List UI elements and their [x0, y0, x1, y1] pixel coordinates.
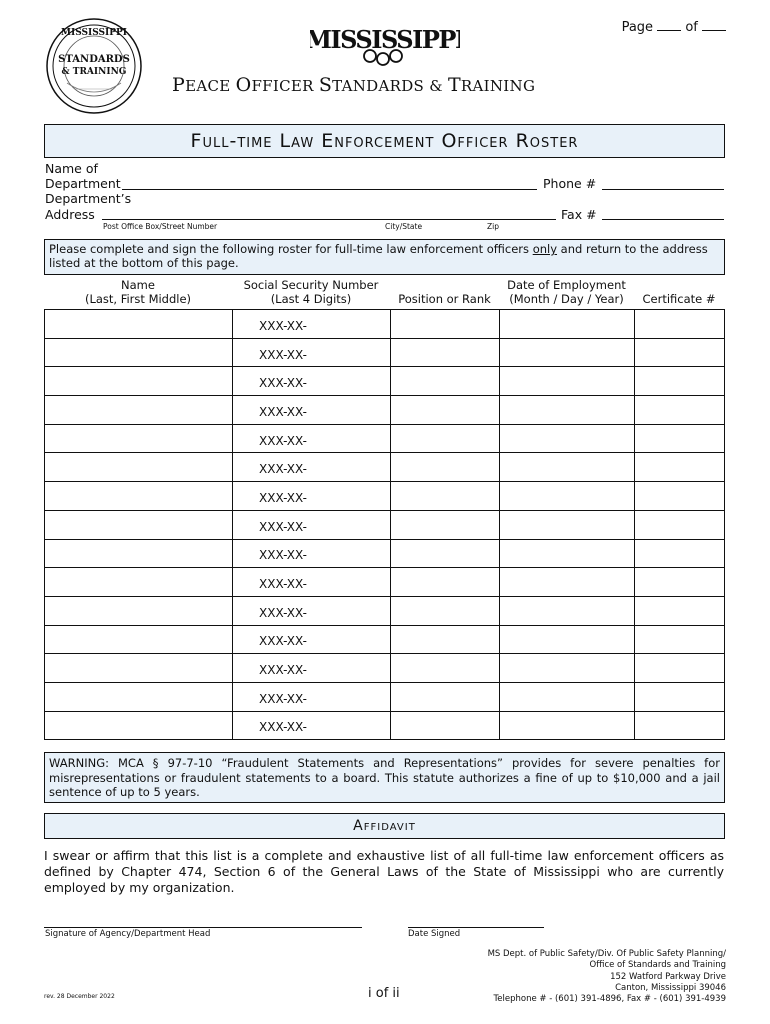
affidavit-text: I swear or affirm that this list is a complete and exhaustive list of all full-time law enforcement officers as defined by Chapter 474, Section 6 of the General Laws of the State of Mississippi who are currently employed by my organization. — [44, 848, 724, 895]
address-line: MS Dept. of Public Safety/Div. Of Public Safety Planning/ — [487, 949, 726, 959]
position-cell[interactable] — [391, 568, 500, 597]
date-employed-cell[interactable] — [500, 568, 635, 597]
instructions-emphasis: only — [532, 242, 558, 256]
name-cell[interactable] — [45, 568, 233, 597]
name-cell[interactable] — [45, 338, 233, 367]
ssn-cell[interactable] — [233, 711, 391, 740]
agency-cap-2: O — [235, 74, 252, 96]
name-label-1: Name of — [45, 161, 98, 176]
instructions-text-2: and return to the address listed at the bottom of this page. — [49, 242, 708, 270]
roster-table — [44, 309, 725, 740]
certificate-cell[interactable] — [635, 596, 725, 625]
warning-box: WARNING: MCA § 97-7-10 “Fraudulent Statements and Representations” provides for severe penalties for misrepresentations or fraudulent statements to a board. This statute authorizes a fine of up to $10,000 and a jail sentence of up to 5 years. — [44, 752, 725, 803]
form-title: Full-time Law Enforcement Officer Roster — [190, 130, 579, 152]
certificate-cell[interactable] — [635, 424, 725, 453]
certificate-cell[interactable] — [635, 510, 725, 539]
position-cell[interactable] — [391, 625, 500, 654]
page-number: i of ii — [368, 986, 400, 1001]
position-cell[interactable] — [391, 482, 500, 511]
ssn-cell[interactable] — [233, 510, 391, 539]
date-employed-cell[interactable] — [500, 711, 635, 740]
position-cell[interactable] — [391, 310, 500, 339]
name-cell[interactable] — [45, 539, 233, 568]
table-row — [45, 625, 725, 654]
affidavit-title: Affidavit — [353, 818, 416, 834]
agency-cap-3: S — [318, 74, 333, 96]
table-row — [45, 396, 725, 425]
page-counter — [622, 20, 726, 35]
certificate-cell[interactable] — [635, 625, 725, 654]
ssn-prefix: XXX-XX- — [259, 433, 307, 448]
address-line: 152 Watford Parkway Drive — [610, 971, 726, 982]
name-cell[interactable] — [45, 482, 233, 511]
agency-name — [172, 74, 535, 96]
ssn-cell[interactable] — [233, 424, 391, 453]
ssn-prefix: XXX-XX- — [259, 634, 307, 649]
agency-rest-3: TANDARDS & — [332, 77, 448, 95]
address-field[interactable] — [102, 219, 556, 220]
certificate-cell[interactable] — [635, 682, 725, 711]
table-row — [45, 367, 725, 396]
position-cell[interactable] — [391, 711, 500, 740]
ssn-cell[interactable] — [233, 596, 391, 625]
hint-city: City/State — [385, 222, 423, 231]
col-header-ssn-1: Social Security Number — [243, 278, 379, 292]
certificate-cell[interactable] — [635, 654, 725, 683]
table-row — [45, 482, 725, 511]
agency-rest-2: FFICER — [251, 77, 319, 95]
ssn-prefix: XXX-XX- — [259, 318, 307, 333]
mississippi-logo-text: MISSISSIPPI — [310, 25, 460, 54]
address-line: Office of Standards and Training — [589, 960, 726, 971]
seal-text-top: MISSISSIPPI — [61, 28, 127, 38]
signature-field[interactable] — [44, 927, 362, 928]
form-title-box — [44, 124, 725, 158]
date-employed-cell[interactable] — [500, 654, 635, 683]
phone-field[interactable] — [602, 189, 724, 190]
ssn-cell[interactable] — [233, 396, 391, 425]
certificate-cell[interactable] — [635, 310, 725, 339]
phone-label: Phone # — [543, 176, 597, 191]
certificate-cell[interactable] — [635, 568, 725, 597]
agency-rest-1: EACE — [185, 77, 236, 95]
ssn-cell[interactable] — [233, 367, 391, 396]
table-row — [45, 539, 725, 568]
address-line: Telephone # - (601) 391-4896, Fax # - (601) 391-4939 — [493, 994, 726, 1005]
table-row — [45, 711, 725, 740]
hint-zip: Zip — [487, 222, 499, 231]
ssn-prefix: XXX-XX- — [259, 577, 307, 592]
name-cell[interactable] — [45, 367, 233, 396]
mailing-address — [488, 949, 726, 1005]
name-cell[interactable] — [45, 596, 233, 625]
post-seal — [45, 17, 143, 115]
table-row — [45, 338, 725, 367]
signature-label: Signature of Agency/Department Head — [45, 929, 211, 939]
name-cell[interactable] — [45, 424, 233, 453]
col-header-position: Position or Rank — [398, 292, 491, 306]
col-header-ssn-2: (Last 4 Digits) — [270, 292, 352, 306]
table-row — [45, 568, 725, 597]
ssn-prefix: XXX-XX- — [259, 691, 307, 706]
col-header-certificate: Certificate # — [642, 292, 716, 306]
position-cell[interactable] — [391, 682, 500, 711]
hint-street: Post Office Box/Street Number — [103, 222, 218, 231]
date-employed-cell[interactable] — [500, 682, 635, 711]
ssn-cell[interactable] — [233, 338, 391, 367]
date-signed-field[interactable] — [408, 927, 544, 928]
position-cell[interactable] — [391, 338, 500, 367]
address-line: Canton, Mississippi 39046 — [615, 982, 726, 993]
ssn-cell[interactable] — [233, 310, 391, 339]
certificate-cell[interactable] — [635, 482, 725, 511]
name-cell[interactable] — [45, 310, 233, 339]
ssn-prefix: XXX-XX- — [259, 347, 307, 362]
table-row — [45, 510, 725, 539]
position-cell[interactable] — [391, 539, 500, 568]
col-header-name-2: (Last, First Middle) — [84, 292, 192, 306]
agency-rest-4: RAINING — [460, 77, 536, 95]
col-header-name-1: Name — [121, 278, 155, 292]
position-cell[interactable] — [391, 396, 500, 425]
date-employed-cell[interactable] — [500, 367, 635, 396]
name-cell[interactable] — [45, 711, 233, 740]
date-employed-cell[interactable] — [500, 424, 635, 453]
position-cell[interactable] — [391, 453, 500, 482]
name-cell[interactable] — [45, 396, 233, 425]
certificate-cell[interactable] — [635, 367, 725, 396]
instructions-text-1: Please complete and sign the following roster for full-time law enforcement officers — [49, 242, 533, 256]
table-row — [45, 424, 725, 453]
position-cell[interactable] — [391, 510, 500, 539]
date-employed-cell[interactable] — [500, 482, 635, 511]
ssn-cell[interactable] — [233, 682, 391, 711]
ssn-prefix: XXX-XX- — [259, 663, 307, 678]
fax-label: Fax # — [561, 207, 597, 222]
department-name-field[interactable] — [122, 189, 537, 190]
date-employed-cell[interactable] — [500, 338, 635, 367]
date-employed-cell[interactable] — [500, 310, 635, 339]
fax-field[interactable] — [602, 219, 724, 220]
certificate-cell[interactable] — [635, 539, 725, 568]
date-employed-cell[interactable] — [500, 396, 635, 425]
date-employed-cell[interactable] — [500, 539, 635, 568]
ssn-prefix: XXX-XX- — [259, 548, 307, 563]
name-cell[interactable] — [45, 654, 233, 683]
col-header-doe — [499, 278, 634, 306]
ssn-cell[interactable] — [233, 625, 391, 654]
ssn-cell[interactable] — [233, 568, 391, 597]
col-header-name — [44, 278, 232, 306]
name-label-2: Department — [45, 176, 121, 191]
certificate-cell[interactable] — [635, 338, 725, 367]
table-row — [45, 654, 725, 683]
ssn-cell[interactable] — [233, 453, 391, 482]
mississippi-logo — [310, 22, 460, 72]
position-cell[interactable] — [391, 596, 500, 625]
certificate-cell[interactable] — [635, 396, 725, 425]
name-cell[interactable] — [45, 682, 233, 711]
ssn-cell[interactable] — [233, 539, 391, 568]
col-header-doe-2: (Month / Day / Year) — [509, 292, 624, 306]
name-cell[interactable] — [45, 453, 233, 482]
of-label: of — [685, 20, 698, 35]
agency-cap-4: T — [447, 74, 461, 96]
table-row — [45, 310, 725, 339]
date-employed-cell[interactable] — [500, 453, 635, 482]
page-number-field[interactable] — [657, 20, 681, 31]
ssn-prefix: XXX-XX- — [259, 720, 307, 735]
address-label-2: Address — [45, 207, 95, 222]
ssn-prefix: XXX-XX- — [259, 605, 307, 620]
date-signed-label: Date Signed — [408, 929, 461, 939]
position-cell[interactable] — [391, 654, 500, 683]
table-row — [45, 596, 725, 625]
ssn-prefix: XXX-XX- — [259, 376, 307, 391]
name-cell[interactable] — [45, 510, 233, 539]
date-employed-cell[interactable] — [500, 625, 635, 654]
date-employed-cell[interactable] — [500, 510, 635, 539]
ssn-cell[interactable] — [233, 654, 391, 683]
name-cell[interactable] — [45, 625, 233, 654]
position-cell[interactable] — [391, 424, 500, 453]
table-row — [45, 453, 725, 482]
col-header-doe-1: Date of Employment — [507, 278, 626, 292]
ssn-prefix: XXX-XX- — [259, 462, 307, 477]
revision-date: rev. 28 December 2022 — [44, 993, 115, 1000]
ssn-prefix: XXX-XX- — [259, 404, 307, 419]
page-label: Page — [621, 20, 654, 35]
seal-text-training: & TRAINING — [61, 67, 127, 77]
instructions-box — [44, 239, 725, 275]
seal-text-standards: STANDARDS — [58, 54, 130, 65]
certificate-cell[interactable] — [635, 453, 725, 482]
col-header-ssn — [232, 278, 390, 306]
certificate-cell[interactable] — [635, 711, 725, 740]
agency-cap-1: P — [172, 74, 186, 96]
affidavit-title-box — [44, 813, 725, 839]
table-row — [45, 682, 725, 711]
ssn-cell[interactable] — [233, 482, 391, 511]
date-employed-cell[interactable] — [500, 596, 635, 625]
ssn-prefix: XXX-XX- — [259, 519, 307, 534]
address-label-1: Department’s — [45, 191, 132, 206]
ssn-prefix: XXX-XX- — [259, 490, 307, 505]
position-cell[interactable] — [391, 367, 500, 396]
page-total-field[interactable] — [702, 20, 726, 31]
